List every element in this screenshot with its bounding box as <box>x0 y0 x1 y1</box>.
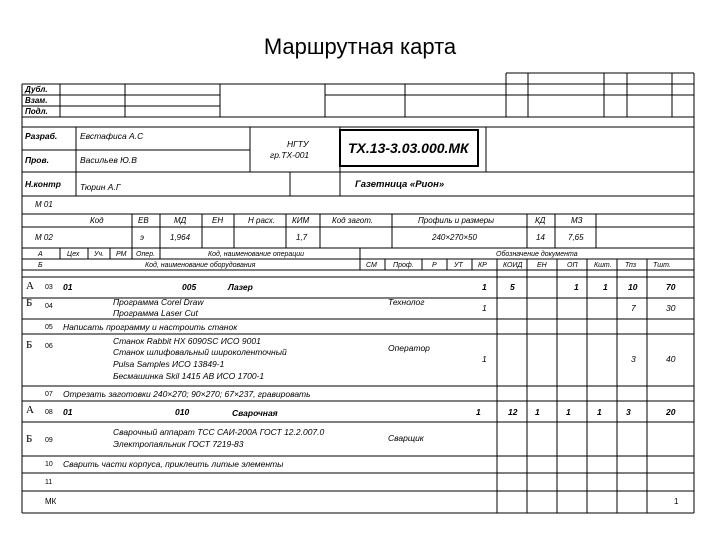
header-b-tsht: Тшт. <box>653 262 671 269</box>
m02-kd: 14 <box>536 233 545 242</box>
stamp-label-vzam: Взам. <box>25 96 48 105</box>
header-b-op: ОП <box>567 262 578 269</box>
footer-page: 1 <box>674 497 679 506</box>
row-tsht: 30 <box>666 303 676 313</box>
header-b-name: Код, наименование оборудования <box>145 262 256 269</box>
slide-title: Маршрутная карта <box>263 34 457 59</box>
row-operation-code: 010 <box>175 407 190 417</box>
mat-header-kod: Код <box>90 216 104 225</box>
header-a-uch: Уч. <box>94 251 105 258</box>
mat-header-kim: КИМ <box>292 216 310 225</box>
header-b-kr: КР <box>478 262 487 269</box>
equipment-line: Станок шлифовальный широколенточный <box>113 347 287 357</box>
m02-md: 1,964 <box>170 233 191 242</box>
header-b-prof: Проф. <box>393 262 414 269</box>
row-profession: Оператор <box>388 343 430 353</box>
header-a-rm: РМ <box>116 251 127 258</box>
row-tpz: 3 <box>631 354 636 364</box>
mat-header-md: МД <box>174 216 187 225</box>
row-tsht: 70 <box>666 282 676 292</box>
row-operation-name: Сварочная <box>232 408 278 418</box>
header-b-koid: КОИД <box>503 262 523 269</box>
row-letter: А <box>26 280 34 292</box>
approval-role-nkontr: Н.контр <box>25 179 61 189</box>
row-number: 06 <box>45 343 53 350</box>
header-b-tpz: Тпз <box>625 262 637 269</box>
header-a-ceh: Цех <box>67 251 80 258</box>
approval-name-nkontr: Тюрин А.Г <box>80 182 121 192</box>
equipment-line: Электропаяльник ГОСТ 7219-83 <box>113 439 244 449</box>
row-instruction: Отрезать заготовки 240×270; 90×270; 67×237, гравировать <box>63 389 311 399</box>
equipment-line: Станок Rabbit HX 6090SC ИСО 9001 <box>113 336 261 346</box>
stamp-label-dubl: Дубл. <box>25 85 48 94</box>
mat-header-kod-zagot: Код загот. <box>332 216 373 225</box>
mat-header-n-rash: Н расх. <box>248 216 275 225</box>
equipment-line: Pulsa Samples ИСО 13849-1 <box>113 359 225 369</box>
row-number: 05 <box>45 324 53 331</box>
header-a-doc: Обозначение документа <box>496 251 578 258</box>
mat-header-en: ЕН <box>212 216 224 225</box>
mat-header-ev: ЕВ <box>138 216 149 225</box>
row-tpz: 7 <box>631 303 636 313</box>
row-koid: 5 <box>510 282 515 292</box>
header-b-prefix: Б <box>38 262 43 269</box>
row-op: 1 <box>574 282 579 292</box>
row-number: 09 <box>45 437 53 444</box>
equipment-line: Сварочный аппарат ТСС САИ-200А ГОСТ 12.2.007.0 <box>113 427 325 437</box>
row-operation-name: Лазер <box>228 282 253 292</box>
row-tsht: 40 <box>666 354 676 364</box>
document-code: ТХ.13-3.03.000.МК <box>348 140 469 156</box>
header-a-name: Код, наименование операции <box>208 251 305 258</box>
row-instruction: Сварить части корпуса, приклеить литые элементы <box>63 459 284 469</box>
row-kst: 1 <box>597 407 602 417</box>
header-b-sm: СМ <box>366 262 377 269</box>
row-number: 10 <box>45 461 53 468</box>
row-kr: 1 <box>482 303 487 313</box>
row-tpz: 10 <box>628 282 638 292</box>
header-b-ut: УТ <box>454 262 463 269</box>
row-number: 07 <box>45 391 53 398</box>
m02-kim: 1,7 <box>296 233 308 242</box>
header-b-r: Р <box>432 262 437 269</box>
equipment-line: Бесмашинка Skil 1415 АВ ИСО 1700-1 <box>113 371 265 381</box>
row-number: 08 <box>45 409 53 416</box>
m02-ev: э <box>140 233 144 242</box>
header-a-oper: Опер. <box>136 251 156 258</box>
m02-profil: 240×270×50 <box>432 233 477 242</box>
row-kr: 1 <box>482 354 487 364</box>
mat-header-profil: Профиль и размеры <box>418 216 495 225</box>
stamp-label-podl: Подл. <box>25 107 48 116</box>
header-b-kst: Кшт. <box>594 262 612 269</box>
header-a-prefix: А <box>38 251 43 258</box>
approval-role-prov: Пров. <box>25 155 49 165</box>
approval-name-razrab: Евстафиса А.С <box>80 131 144 141</box>
row-ut: 1 <box>476 407 481 417</box>
row-number: 03 <box>45 284 53 291</box>
org-name: НГТУ <box>287 139 309 149</box>
row-letter: А <box>26 404 34 416</box>
header-b-en: ЕН <box>537 262 547 269</box>
m02-label: М 02 <box>35 233 53 242</box>
row-profession: Сварщик <box>388 433 424 443</box>
equipment-line: Программа Laser Cut <box>113 308 198 318</box>
row-number: 11 <box>45 479 53 486</box>
equipment-line: Программа Corel Draw <box>113 297 204 307</box>
row-kod: 01 <box>63 407 73 417</box>
mat-header-mz: МЗ <box>571 216 583 225</box>
row-letter: Б <box>26 433 33 445</box>
m02-mz: 7,65 <box>568 233 584 242</box>
row-kr: 1 <box>482 282 487 292</box>
footer-code: МК <box>45 497 57 506</box>
org-group: гр.ТХ-001 <box>270 150 310 160</box>
row-instruction: Написать программу и настроить станок <box>63 322 238 332</box>
row-number: 04 <box>45 303 53 310</box>
row-operation-code: 005 <box>182 282 197 292</box>
approval-role-razrab: Разраб. <box>25 131 58 141</box>
row-kst: 1 <box>603 282 608 292</box>
row-kr: 12 <box>508 407 518 417</box>
row-en: 1 <box>566 407 571 417</box>
row-profession: Технолог <box>388 297 425 307</box>
row-tsht: 20 <box>666 407 676 417</box>
m01-label: М 01 <box>35 200 53 209</box>
row-tpz: 3 <box>626 407 631 417</box>
approval-name-prov: Васильев Ю.В <box>80 155 137 165</box>
row-koid: 1 <box>535 407 540 417</box>
row-letter: Б <box>26 297 33 309</box>
row-letter: Б <box>26 339 33 351</box>
mat-header-kd: КД <box>535 216 546 225</box>
product-name: Газетница «Рион» <box>355 179 445 190</box>
row-kod: 01 <box>63 282 73 292</box>
